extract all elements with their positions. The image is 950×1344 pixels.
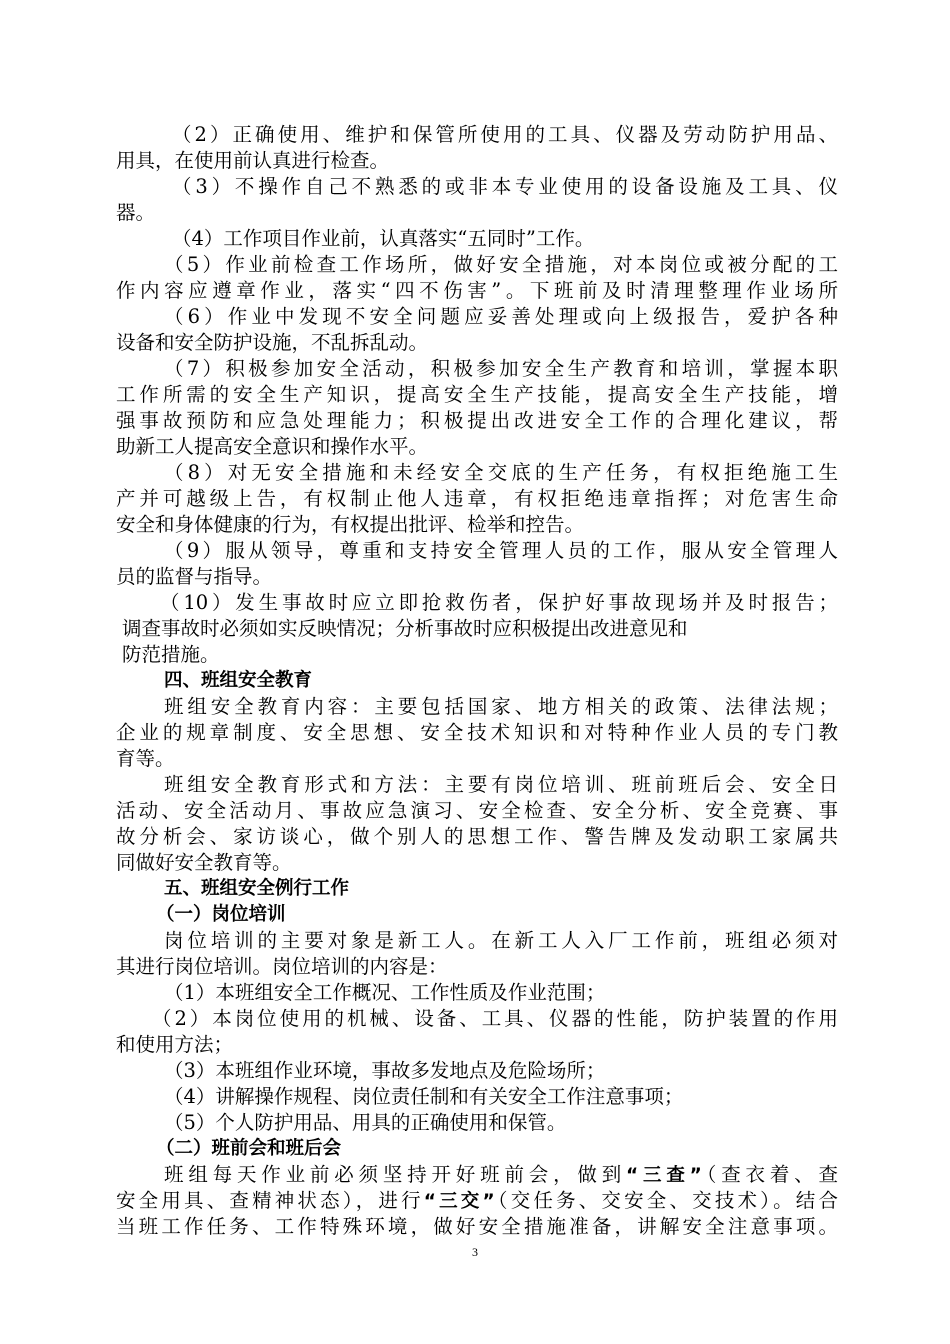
text-line: （3）本班组作业环境，事故多发地点及危险场所； <box>164 1059 606 1082</box>
text-line: 企业的规章制度、安全思想、安全技术知识和对特种作业人员的专门教 <box>116 721 838 744</box>
text-line: 安全和身体健康的行为，有权提出批评、检举和控告。 <box>116 513 585 536</box>
text-line: （7）积极参加安全活动，积极参加安全生产教育和培训，掌握本职 <box>164 357 838 380</box>
text-line: 工作所需的安全生产知识，提高安全生产技能，提高安全生产技能，增 <box>116 383 838 406</box>
text-run: （查衣着、查 <box>701 1163 838 1186</box>
text-line: （8）对无安全措施和未经安全交底的生产任务，有权拒绝施工生 <box>164 461 838 484</box>
text-line: （5）作业前检查工作场所，做好安全措施，对本岗位或被分配的工 <box>164 253 838 276</box>
text-line: 同做好安全教育等。 <box>116 851 292 874</box>
text-line: （4）工作项目作业前，认真落实“五同时”工作。 <box>172 227 595 250</box>
page-number: 3 <box>472 1245 478 1259</box>
text-run: 班组每天作业前必须坚持开好班前会，做到 <box>164 1163 627 1186</box>
final-paragraph-line-1 <box>116 1162 838 1188</box>
text-line: 故分析会、家访谈心，做个别人的思想工作、警告牌及发动职工家属共 <box>116 825 838 848</box>
text-line: （3）不操作自己不熟悉的或非本专业使用的设备设施及工具、仪 <box>172 175 838 198</box>
text-line: 调查事故时必须如实反映情况；分析事故时应积极提出改进意见和 <box>122 617 688 640</box>
final-paragraph <box>116 1162 838 1240</box>
text-line: 和使用方法； <box>116 1033 234 1056</box>
text-run: 安全用具、查精神状态），进行 <box>116 1189 424 1212</box>
text-line: 活动、安全活动月、事故应急演习、安全检查、安全分析、安全竞赛、事 <box>116 799 838 822</box>
section-heading: （二）班前会和班后会 <box>156 1138 342 1159</box>
section-heading: 四、班组安全教育 <box>164 670 313 691</box>
text-line: 助新工人提高安全意识和操作水平。 <box>116 435 429 458</box>
text-line: （9）服从领导，尊重和支持安全管理人员的工作，服从安全管理人 <box>164 539 838 562</box>
text-line: 设备和安全防护设施，不乱拆乱动。 <box>116 331 429 354</box>
text-line: 其进行岗位培训。岗位培训的内容是： <box>116 955 448 978</box>
text-line: 班组安全教育形式和方法：主要有岗位培训、班前班后会、安全日 <box>164 773 838 796</box>
text-line: （2）本岗位使用的机械、设备、工具、仪器的性能，防护装置的作用 <box>152 1007 838 1030</box>
bold-term-san-cha: “三查” <box>626 1165 702 1186</box>
text-line: 强事故预防和应急处理能力；积极提出改进安全工作的合理化建议，帮 <box>116 409 838 432</box>
text-line: 班组安全教育内容：主要包括国家、地方相关的政策、法律法规； <box>164 695 838 718</box>
text-line: （5）个人防护用品、用具的正确使用和保管。 <box>164 1111 567 1134</box>
text-line: （1）本班组安全工作概况、工作性质及作业范围； <box>164 981 606 1004</box>
bold-term-san-jiao: “三交” <box>423 1191 495 1212</box>
document-body <box>116 122 838 1162</box>
section-heading: 五、班组安全例行工作 <box>164 878 350 899</box>
text-line: 产并可越级上告，有权制止他人违章，有权拒绝违章指挥；对危害生命 <box>116 487 838 510</box>
text-line: 岗位培训的主要对象是新工人。在新工人入厂工作前，班组必须对 <box>164 929 838 952</box>
text-line: （4）讲解操作规程、岗位责任制和有关安全工作注意事项； <box>164 1085 684 1108</box>
final-paragraph-line-3: 当班工作任务、工作特殊环境，做好安全措施准备，讲解安全注意事项。 <box>116 1215 838 1238</box>
text-line: 防范措施。 <box>122 643 220 666</box>
text-line: （2）正确使用、维护和保管所使用的工具、仪器及劳动防护用品、 <box>172 123 838 146</box>
text-line: （10）发生事故时应立即抢救伤者，保护好事故现场并及时报告； <box>160 591 838 614</box>
text-run: （交任务、交安全、交技术）。结合 <box>494 1189 838 1212</box>
text-line: 作内容应遵章作业，落实“四不伤害”。下班前及时清理整理作业场所 <box>116 279 838 302</box>
section-heading: （一）岗位培训 <box>156 904 286 925</box>
text-line: 用具，在使用前认真进行检查。 <box>116 149 390 172</box>
text-line: 育等。 <box>116 747 175 770</box>
final-paragraph-line-2 <box>116 1188 838 1214</box>
text-line: 员的监督与指导。 <box>116 565 273 588</box>
text-line: （6）作业中发现不安全问题应妥善处理或向上级报告，爱护各种 <box>164 305 838 328</box>
text-line: 器。 <box>116 201 156 224</box>
